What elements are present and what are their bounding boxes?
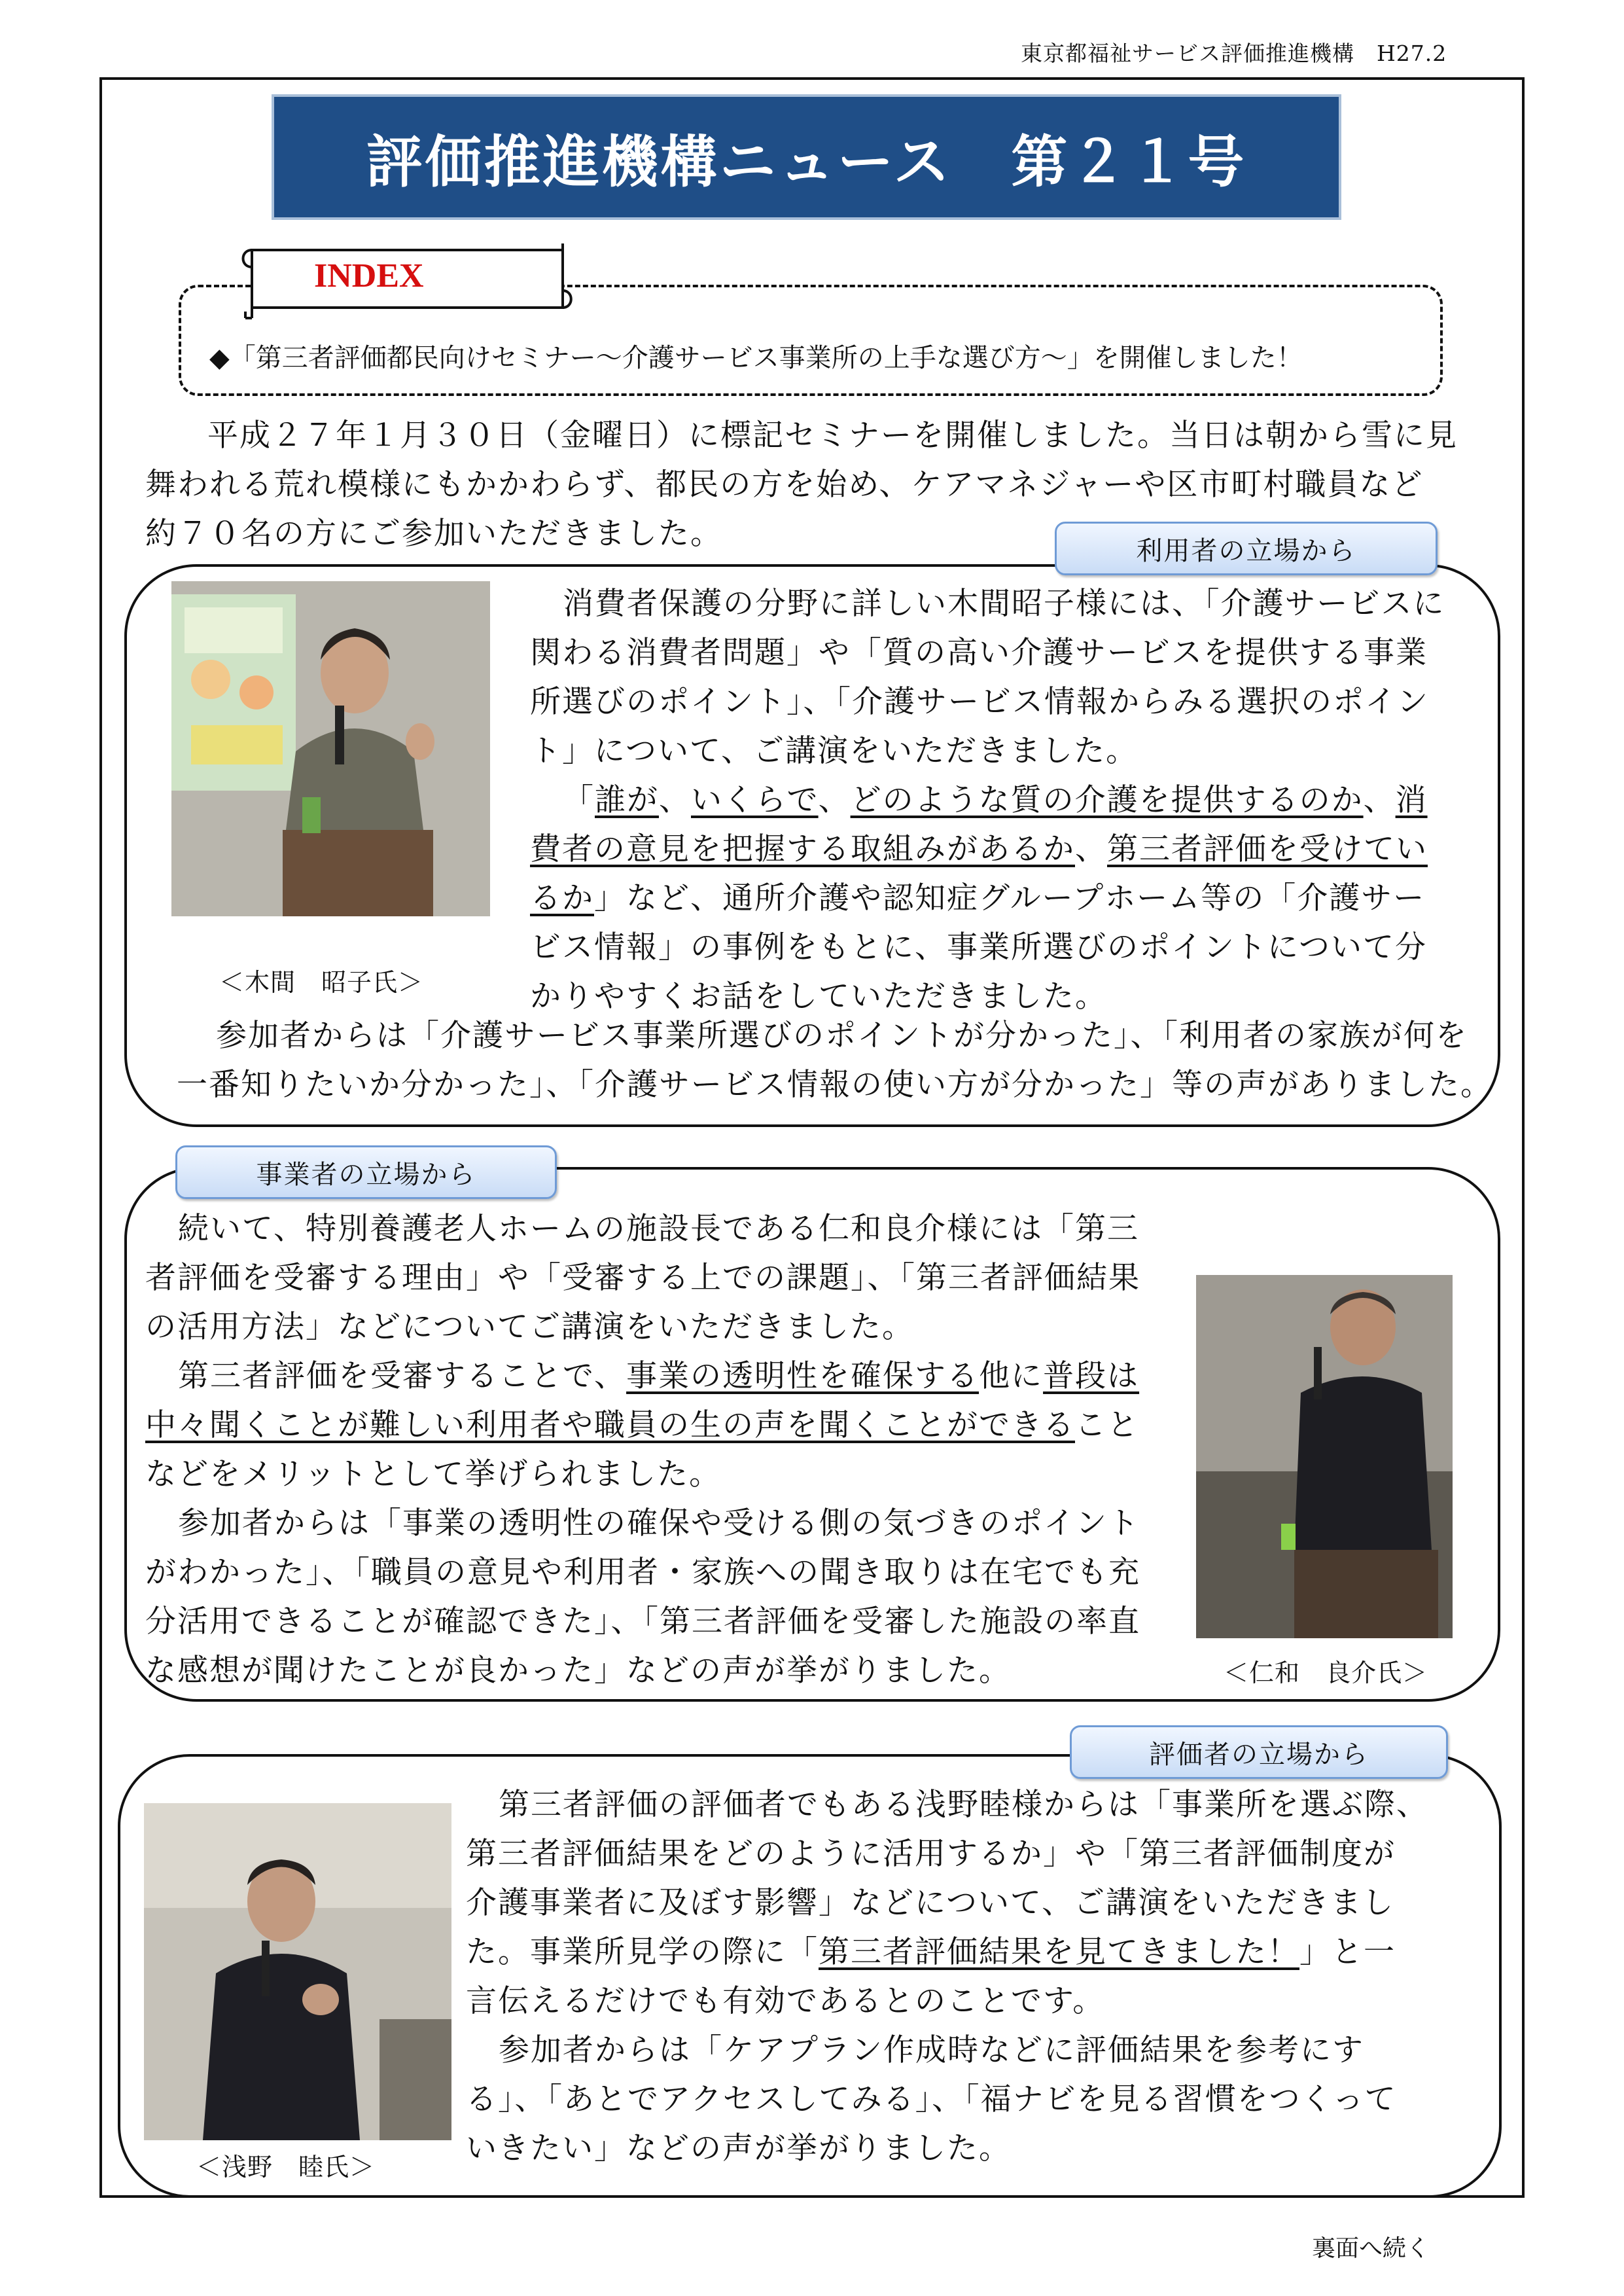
section-line: るか」など、通所介護や認知症グループホーム等の「介護サー [530,880,1426,916]
index-item: ◆「第三者評価都民向けセミナー～介護サービス事業所の上手な選び方～」を開催しました！ [209,343,1303,373]
intro-line: 約７０名の方にご参加いただきました。 [145,516,722,552]
section-line: 第三者評価結果をどのように活用するか」や「第三者評価制度が [466,1836,1396,1872]
speaker-caption-asano: ＜浅野 睦氏＞ [196,2153,376,2181]
continued-note: 裏面へ続く [1312,2235,1430,2262]
section-line: 言伝えるだけでも有効であるとのことです。 [466,1983,1105,2019]
speaker-photo-kima [171,581,490,916]
section-line: 中々聞くことが難しい利用者や職員の生の声を聞くことができること [145,1407,1139,1443]
section-user-text [530,579,1445,1021]
section-line: 分活用できることが確認できた」、「第三者評価を受審した施設の率直 [145,1604,1140,1640]
section-line: いきたい」などの声が挙がりました。 [466,2130,1011,2166]
section-line: がわかった」、「職員の意見や利用者・家族への聞き取りは在宅でも充 [145,1554,1140,1590]
section-line: ビス情報」の事例をもとに、事業所選びのポイントについて分 [530,929,1428,965]
section-line: かりやすくお話をしていただきました。 [530,978,1107,1014]
section-line: 参加者からは「事業の透明性の確保や受ける側の気づきのポイント [178,1505,1140,1541]
section-line: 続いて、特別養護老人ホームの施設長である仁和良介様には「第三 [178,1211,1140,1247]
section-line: の活用方法」などについてご講演をいただきました。 [145,1309,915,1345]
section-line: 所選びのポイント」、「介護サービス情報からみる選択のポイン [530,684,1429,720]
section-evaluator-pill: 評価者の立場から [1070,1725,1448,1779]
section-line: などをメリットとして挙げられました。 [145,1456,722,1492]
header-org-date: 東京都福祉サービス評価推進機構 H27.2 [1021,41,1447,66]
intro-line: 舞われる荒れ模様にもかかわらず、都民の方を始め、ケアマネジャーや区市町村職員など [145,467,1424,503]
section-line: 参加者からは「ケアプラン作成時などに評価結果を参考にす [499,2032,1364,2068]
speaker-photo-niwa [1196,1275,1453,1638]
section-line: 第三者評価を受審することで、事業の透明性を確保する他に普段は [178,1358,1140,1394]
section-line: た。事業所見学の際に「第三者評価結果を見てきました！」と一 [466,1934,1396,1970]
speaker-photo-asano [144,1803,451,2140]
speaker-caption-niwa: ＜仁和 良介氏＞ [1224,1659,1428,1687]
section-evaluator-text [466,1780,1428,2173]
section-business-text [145,1204,1140,1695]
section-line: 関わる消費者問題」や「質の高い介護サービスを提供する事業 [530,635,1428,671]
section-line: 介護事業者に及ぼす影響」などについて、ご講演をいただきまし [466,1885,1395,1921]
section-line: 参加者からは「介護サービス事業所選びのポイントが分かった」、「利用者の家族が何を [216,1018,1468,1054]
index-label: INDEX [314,257,424,295]
section-line: 者評価を受審する理由」や「受審する上での課題」、「第三者評価結果 [145,1260,1140,1296]
section-user-pill: 利用者の立場から [1055,522,1438,575]
section-user-voices [177,1011,1492,1109]
speaker-caption-kima: ＜木間 昭子氏＞ [219,968,424,997]
intro-line: 平成２７年１月３０日（金曜日）に標記セミナーを開催しました。当日は朝から雪に見 [207,418,1458,454]
section-line: ト」について、ご講演をいただきました。 [530,733,1139,769]
page-title: 評価推進機構ニュース 第２１号 [272,94,1341,220]
section-line: な感想が聞けたことが良かった」などの声が挙がりました。 [145,1653,1011,1689]
section-line: 消費者保護の分野に詳しい木間昭子様には、「介護サービスに [563,586,1445,622]
section-line: 「誰が、いくらで、どのような質の介護を提供するのか、消 [563,782,1428,818]
section-line: 第三者評価の評価者でもある浅野睦様からは「事業所を選ぶ際、 [499,1787,1428,1823]
section-line: 費者の意見を把握する取組みがあるか、第三者評価を受けてい [530,831,1428,867]
section-line: る」、「あとでアクセスしてみる」、「福ナビを見る習慣をつくって [466,2081,1397,2117]
section-line: 一番知りたいか分かった」、「介護サービス情報の使い方が分かった」等の声がありました。 [177,1067,1492,1103]
section-business-pill: 事業者の立場から [175,1145,557,1199]
